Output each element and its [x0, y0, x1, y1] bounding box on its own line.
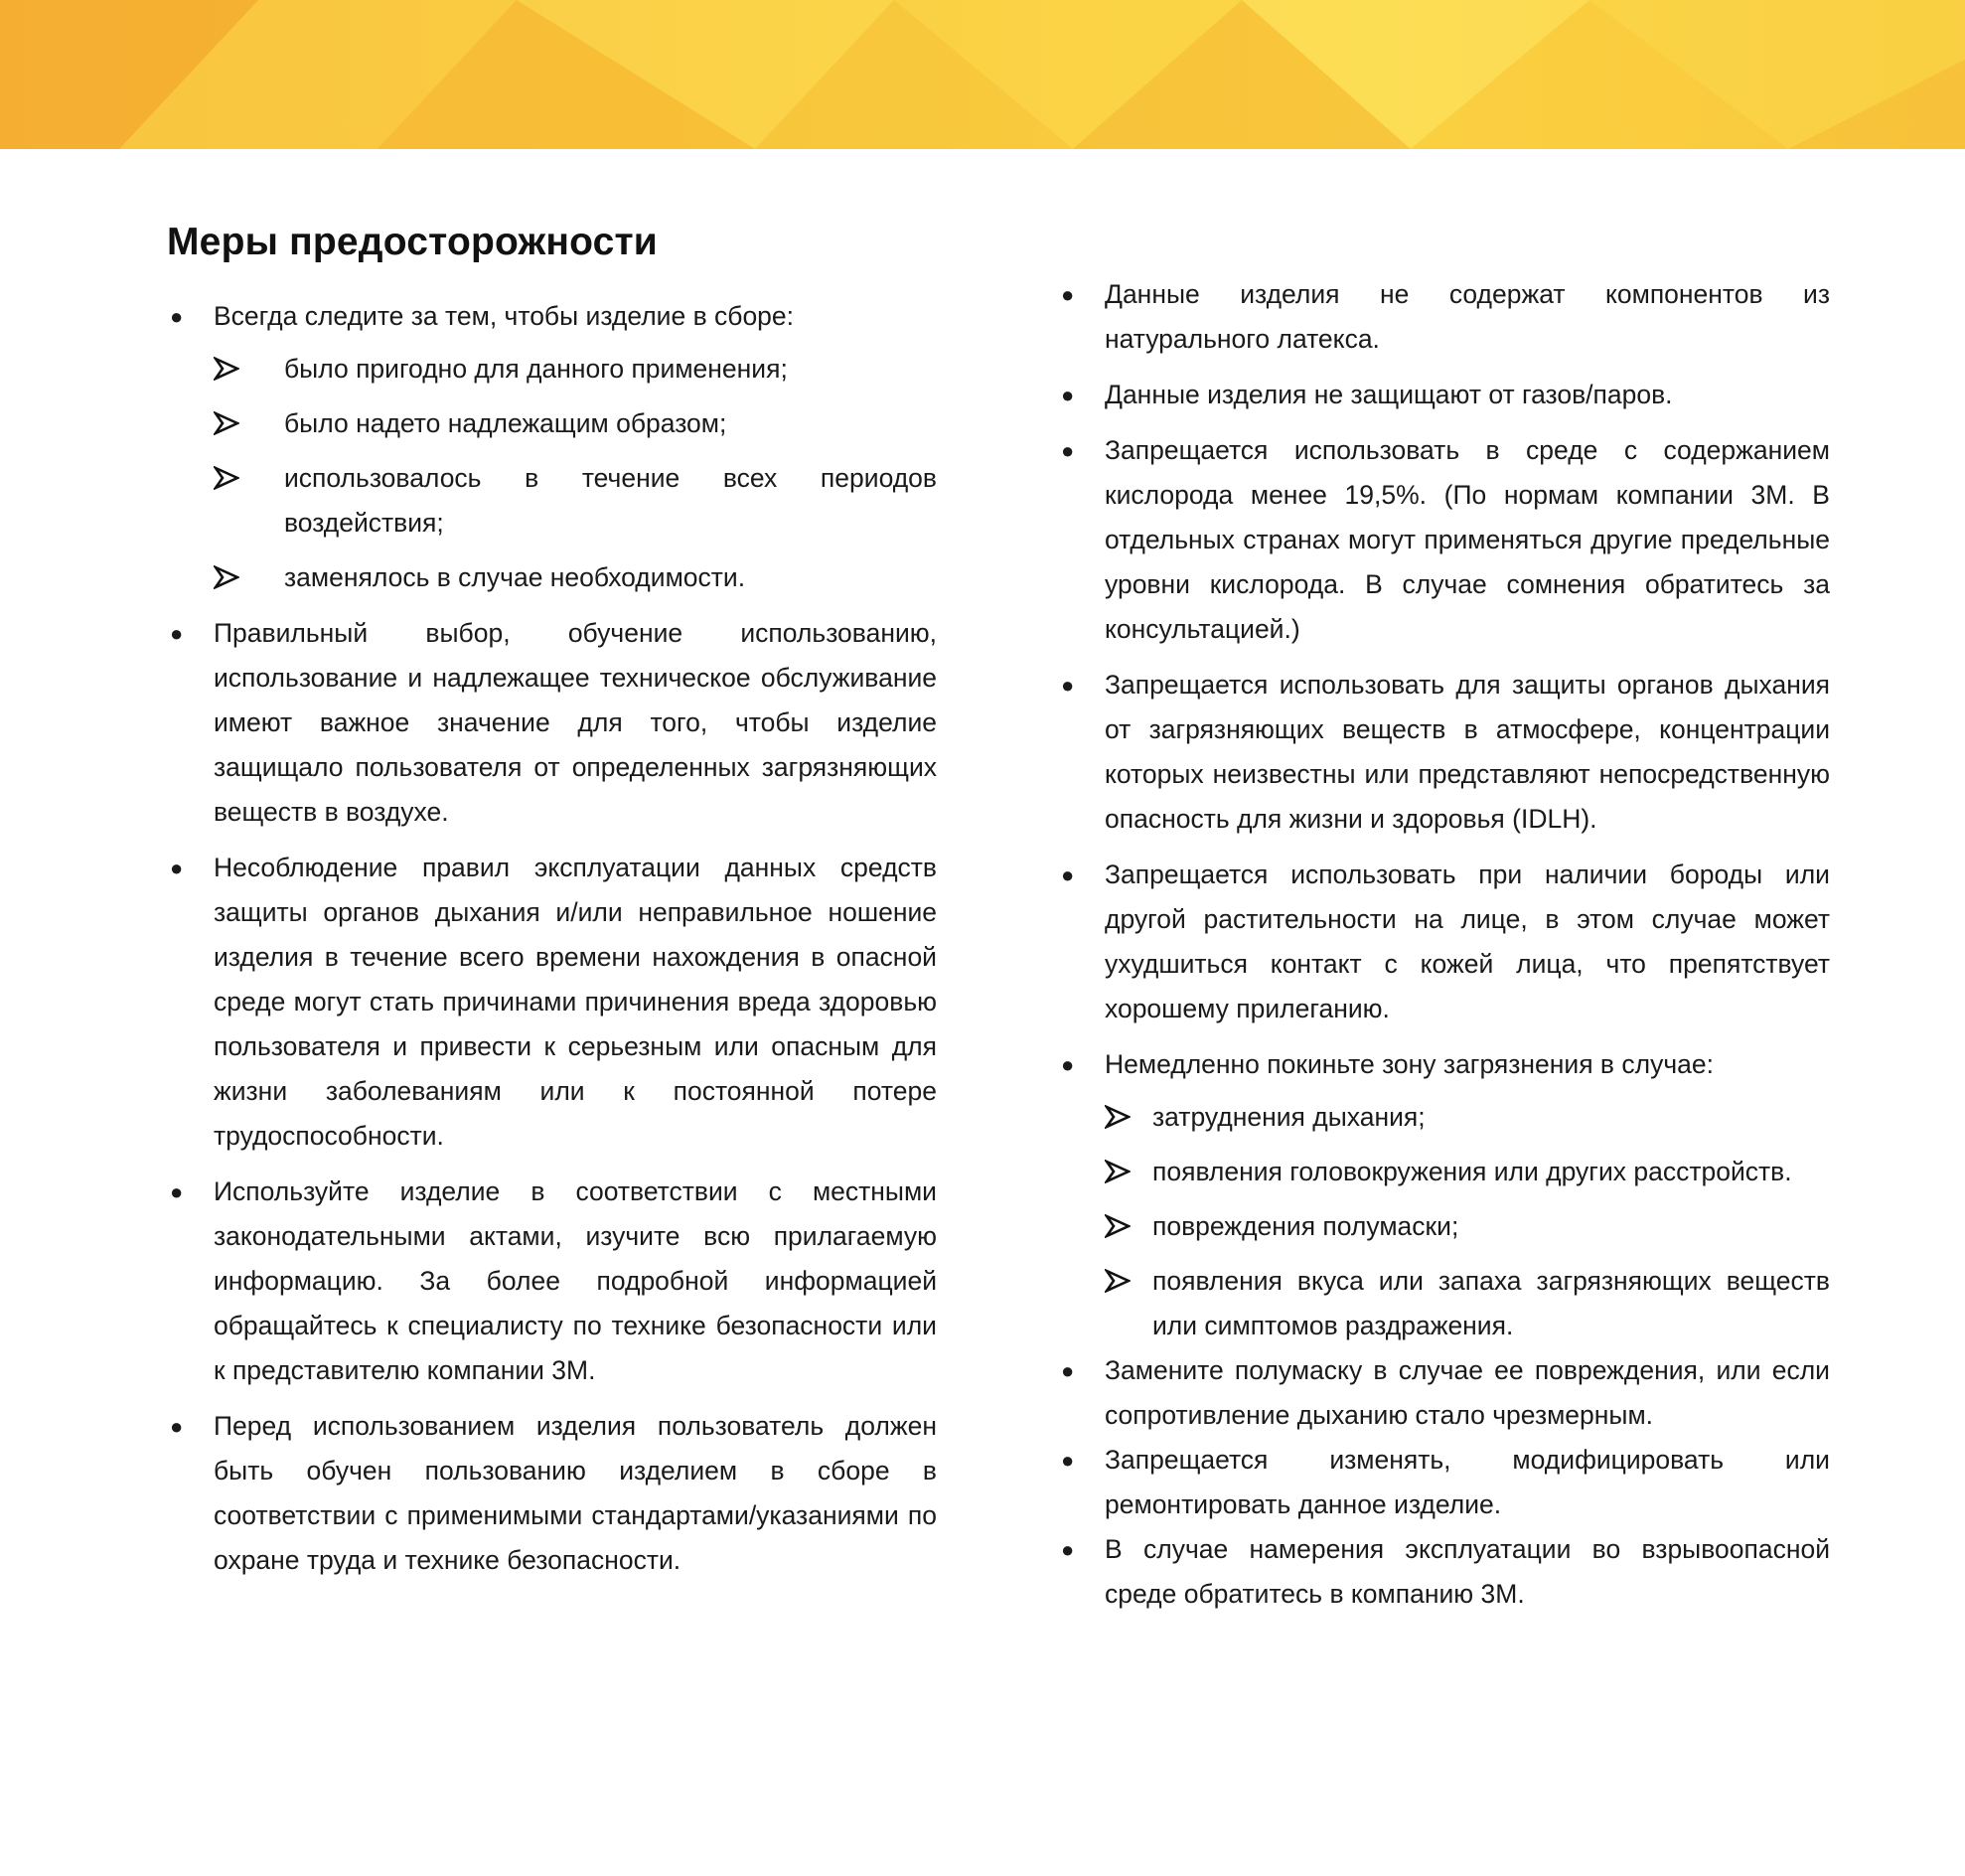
list-item [1058, 853, 1830, 1031]
list-item-text: Запрещается использовать для защиты органов дыхания от загрязняющих веществ в атмосфере, концентрации которых неизвестны или представляют непосредственную опасность для жизни и здоровья (IDLH). [1105, 670, 1830, 834]
list-item [1058, 1348, 1830, 1438]
list-item-text: Перед использованием изделия пользователь должен быть обучен пользованию изделием в сборе в соответствии с применимыми стандартами/указаниями по охране труда и технике безопасности. [214, 1411, 937, 1575]
arrowhead-icon [214, 411, 239, 435]
list-item [167, 1170, 937, 1393]
sub-list-item [214, 456, 937, 546]
sub-list-item-text: появления вкуса или запаха загрязняющих веществ или симптомов раздражения. [1152, 1266, 1830, 1340]
bullet-icon: ● [1061, 383, 1075, 407]
arrowhead-icon [214, 466, 239, 490]
list-item-text: Запрещается изменять, модифицировать или ремонтировать данное изделие. [1105, 1445, 1830, 1519]
list-item-text: Данные изделия не защищают от газов/паров. [1105, 380, 1673, 409]
right-column [1058, 272, 1830, 1617]
list-item [167, 846, 937, 1159]
bullet-icon: ● [170, 1414, 184, 1439]
arrowhead-icon [1105, 1214, 1131, 1238]
list-item-text: Всегда следите за тем, чтобы изделие в сборе: [214, 301, 795, 331]
bullet-icon: ● [1061, 1448, 1075, 1473]
bullet-icon: ● [170, 621, 184, 646]
sub-list [214, 347, 937, 600]
bullet-icon: ● [1061, 862, 1075, 887]
bullet-icon: ● [1061, 1537, 1075, 1562]
arrowhead-icon [1105, 1269, 1131, 1293]
decorative-banner [0, 0, 1965, 149]
arrowhead-icon [214, 565, 239, 589]
list-item-text: Используйте изделие в соответствии с местными законодательными актами, изучите всю прилагаемую информацию. За более подробной информацией обращайтесь к специалисту по технике безопасности или к представителю компании 3М. [214, 1176, 937, 1385]
right-bullet-list [1058, 272, 1830, 1348]
arrowhead-icon [1105, 1105, 1131, 1129]
list-item [167, 1404, 937, 1583]
bullet-icon: ● [1061, 1052, 1075, 1077]
list-item-text: В случае намерения эксплуатации во взрывоопасной среде обратитесь в компанию 3М. [1105, 1534, 1830, 1609]
sub-list-item [1105, 1259, 1830, 1348]
sub-list-item [1105, 1095, 1830, 1140]
sub-list-item-text: было пригодно для данного применения; [284, 354, 788, 384]
list-item [167, 294, 937, 600]
sub-list-item-text: использовалось в течение всех периодов воздействия; [284, 463, 937, 538]
bullet-icon: ● [1061, 438, 1075, 463]
arrowhead-icon [1105, 1160, 1131, 1183]
sub-list [1105, 1095, 1830, 1348]
sub-list-item-text: повреждения полумаски; [1152, 1211, 1459, 1241]
page-title: Меры предосторожности [167, 221, 658, 263]
list-item [1058, 1438, 1830, 1527]
list-item-text: Запрещается использовать в среде с содержанием кислорода менее 19,5%. (По нормам компании 3М. В отдельных странах могут применяться другие предельные уровни кислорода. В случае сомнения обратитесь за консультацией.) [1105, 435, 1830, 644]
list-item-text: Данные изделия не содержат компонентов из натурального латекса. [1105, 279, 1830, 354]
sub-list-item-text: появления головокружения или других расстройств. [1152, 1157, 1792, 1186]
left-column [167, 294, 937, 1594]
list-item [1058, 1042, 1830, 1348]
list-item-text: Замените полумаску в случае ее повреждения, или если сопротивление дыханию стало чрезмерным. [1105, 1355, 1830, 1430]
sub-list-item-text: заменялось в случае необходимости. [284, 562, 746, 592]
bullet-icon: ● [1061, 673, 1075, 698]
sub-list-item [214, 401, 937, 446]
list-item [1058, 1527, 1830, 1617]
banner-polygons [0, 0, 1965, 149]
bullet-icon: ● [170, 304, 184, 329]
list-item-text: Немедленно покиньте зону загрязнения в случае: [1105, 1049, 1714, 1079]
sub-list-item [1105, 1150, 1830, 1194]
arrowhead-icon [214, 357, 239, 381]
bullet-icon: ● [170, 1179, 184, 1204]
bullet-icon: ● [1061, 1358, 1075, 1383]
bullet-icon: ● [1061, 282, 1075, 307]
sub-list-item-text: затруднения дыхания; [1152, 1102, 1426, 1132]
list-item [167, 611, 937, 835]
list-item [1058, 272, 1830, 362]
sub-list-item [214, 555, 937, 600]
sub-list-item [1105, 1204, 1830, 1249]
list-item [1058, 373, 1830, 417]
sub-list-item [214, 347, 937, 391]
right-bullet-list-tail [1058, 1348, 1830, 1617]
list-item-text: Несоблюдение правил эксплуатации данных средств защиты органов дыхания и/или неправильное ношение изделия в течение всего времени нахождения в опасной среде могут стать причинами причинения вреда здоровью пользователя и привести к серьезным или опасным для жизни заболеваниям или к постоянной потере трудоспособности. [214, 853, 937, 1151]
sub-list-item-text: было надето надлежащим образом; [284, 408, 727, 438]
list-item [1058, 428, 1830, 652]
bullet-icon: ● [170, 856, 184, 880]
list-item-text: Запрещается использовать при наличии бороды или другой растительности на лице, в этом случае может ухудшиться контакт с кожей лица, что препятствует хорошему прилеганию. [1105, 860, 1830, 1023]
left-bullet-list [167, 294, 937, 1583]
list-item [1058, 663, 1830, 842]
list-item-text: Правильный выбор, обучение использованию, использование и надлежащее техническое обслуживание имеют важное значение для того, чтобы изделие защищало пользователя от определенных загрязняющих веществ в воздухе. [214, 618, 937, 827]
